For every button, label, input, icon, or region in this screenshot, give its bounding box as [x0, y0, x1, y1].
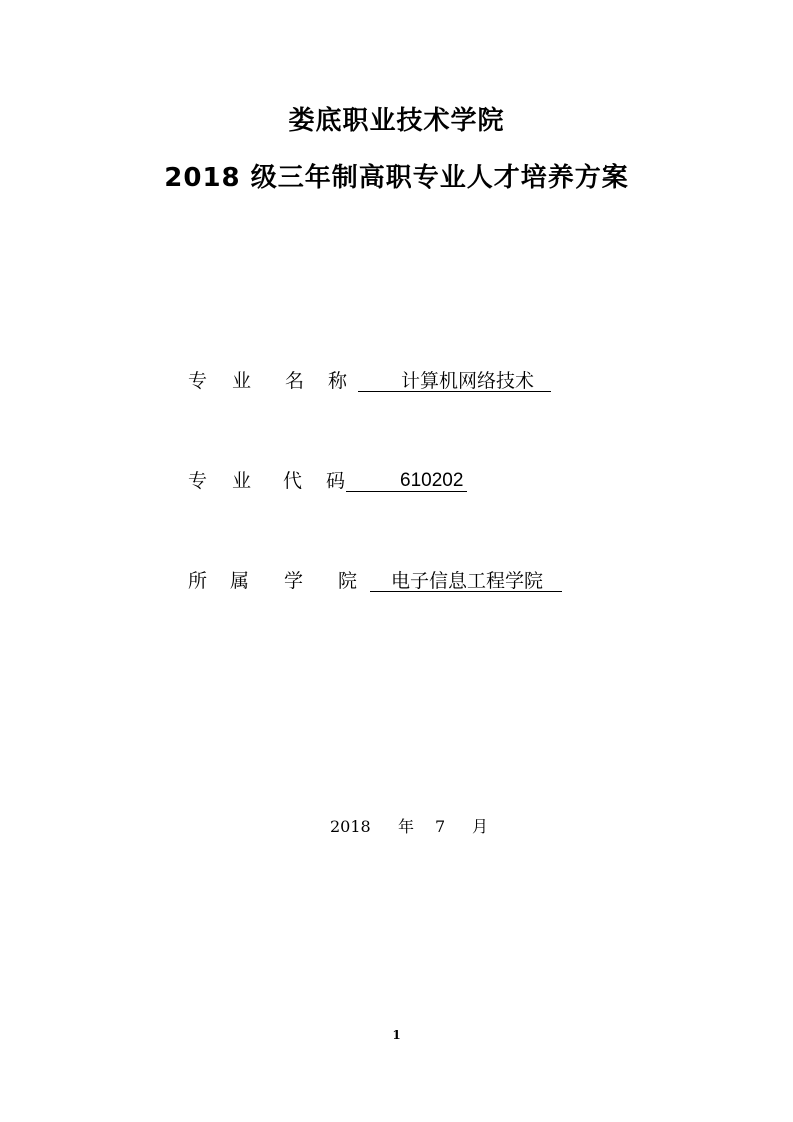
- major-name-value-line: [358, 365, 551, 392]
- major-code-value: 610202: [400, 470, 464, 491]
- major-name-label-char-4: 称: [328, 370, 348, 392]
- major-code-label-char-1: 专: [188, 470, 208, 492]
- major-code-value-line: [346, 465, 467, 492]
- date-year: 2018: [330, 817, 371, 836]
- affiliated-school-label-char-4: 院: [338, 570, 358, 592]
- affiliated-school-label-char-2: 属: [230, 570, 250, 592]
- affiliated-school-label-char-3: 学: [284, 570, 304, 592]
- program-plan-title: 2018 级三年制高职专业人才培养方案: [164, 163, 629, 193]
- major-code-label-char-2: 业: [232, 470, 252, 492]
- major-name-label-char-1: 专: [188, 370, 208, 392]
- major-code-label-char-4: 码: [326, 470, 346, 492]
- major-name-value: 计算机网络技术: [401, 370, 535, 392]
- major-code-label-char-3: 代: [283, 470, 303, 492]
- page-number: 1: [392, 1028, 401, 1042]
- date-year-unit: 年: [398, 817, 415, 836]
- date-month-unit: 月: [472, 817, 489, 836]
- major-name-label-char-2: 业: [232, 370, 252, 392]
- affiliated-school-value: 电子信息工程学院: [391, 570, 544, 592]
- major-name-label-char-3: 名: [285, 370, 305, 392]
- affiliated-school-value-line: [370, 565, 562, 592]
- college-name-title: 娄底职业技术学院: [288, 106, 505, 136]
- date-month: 7: [435, 817, 446, 836]
- affiliated-school-label-char-1: 所: [188, 570, 208, 592]
